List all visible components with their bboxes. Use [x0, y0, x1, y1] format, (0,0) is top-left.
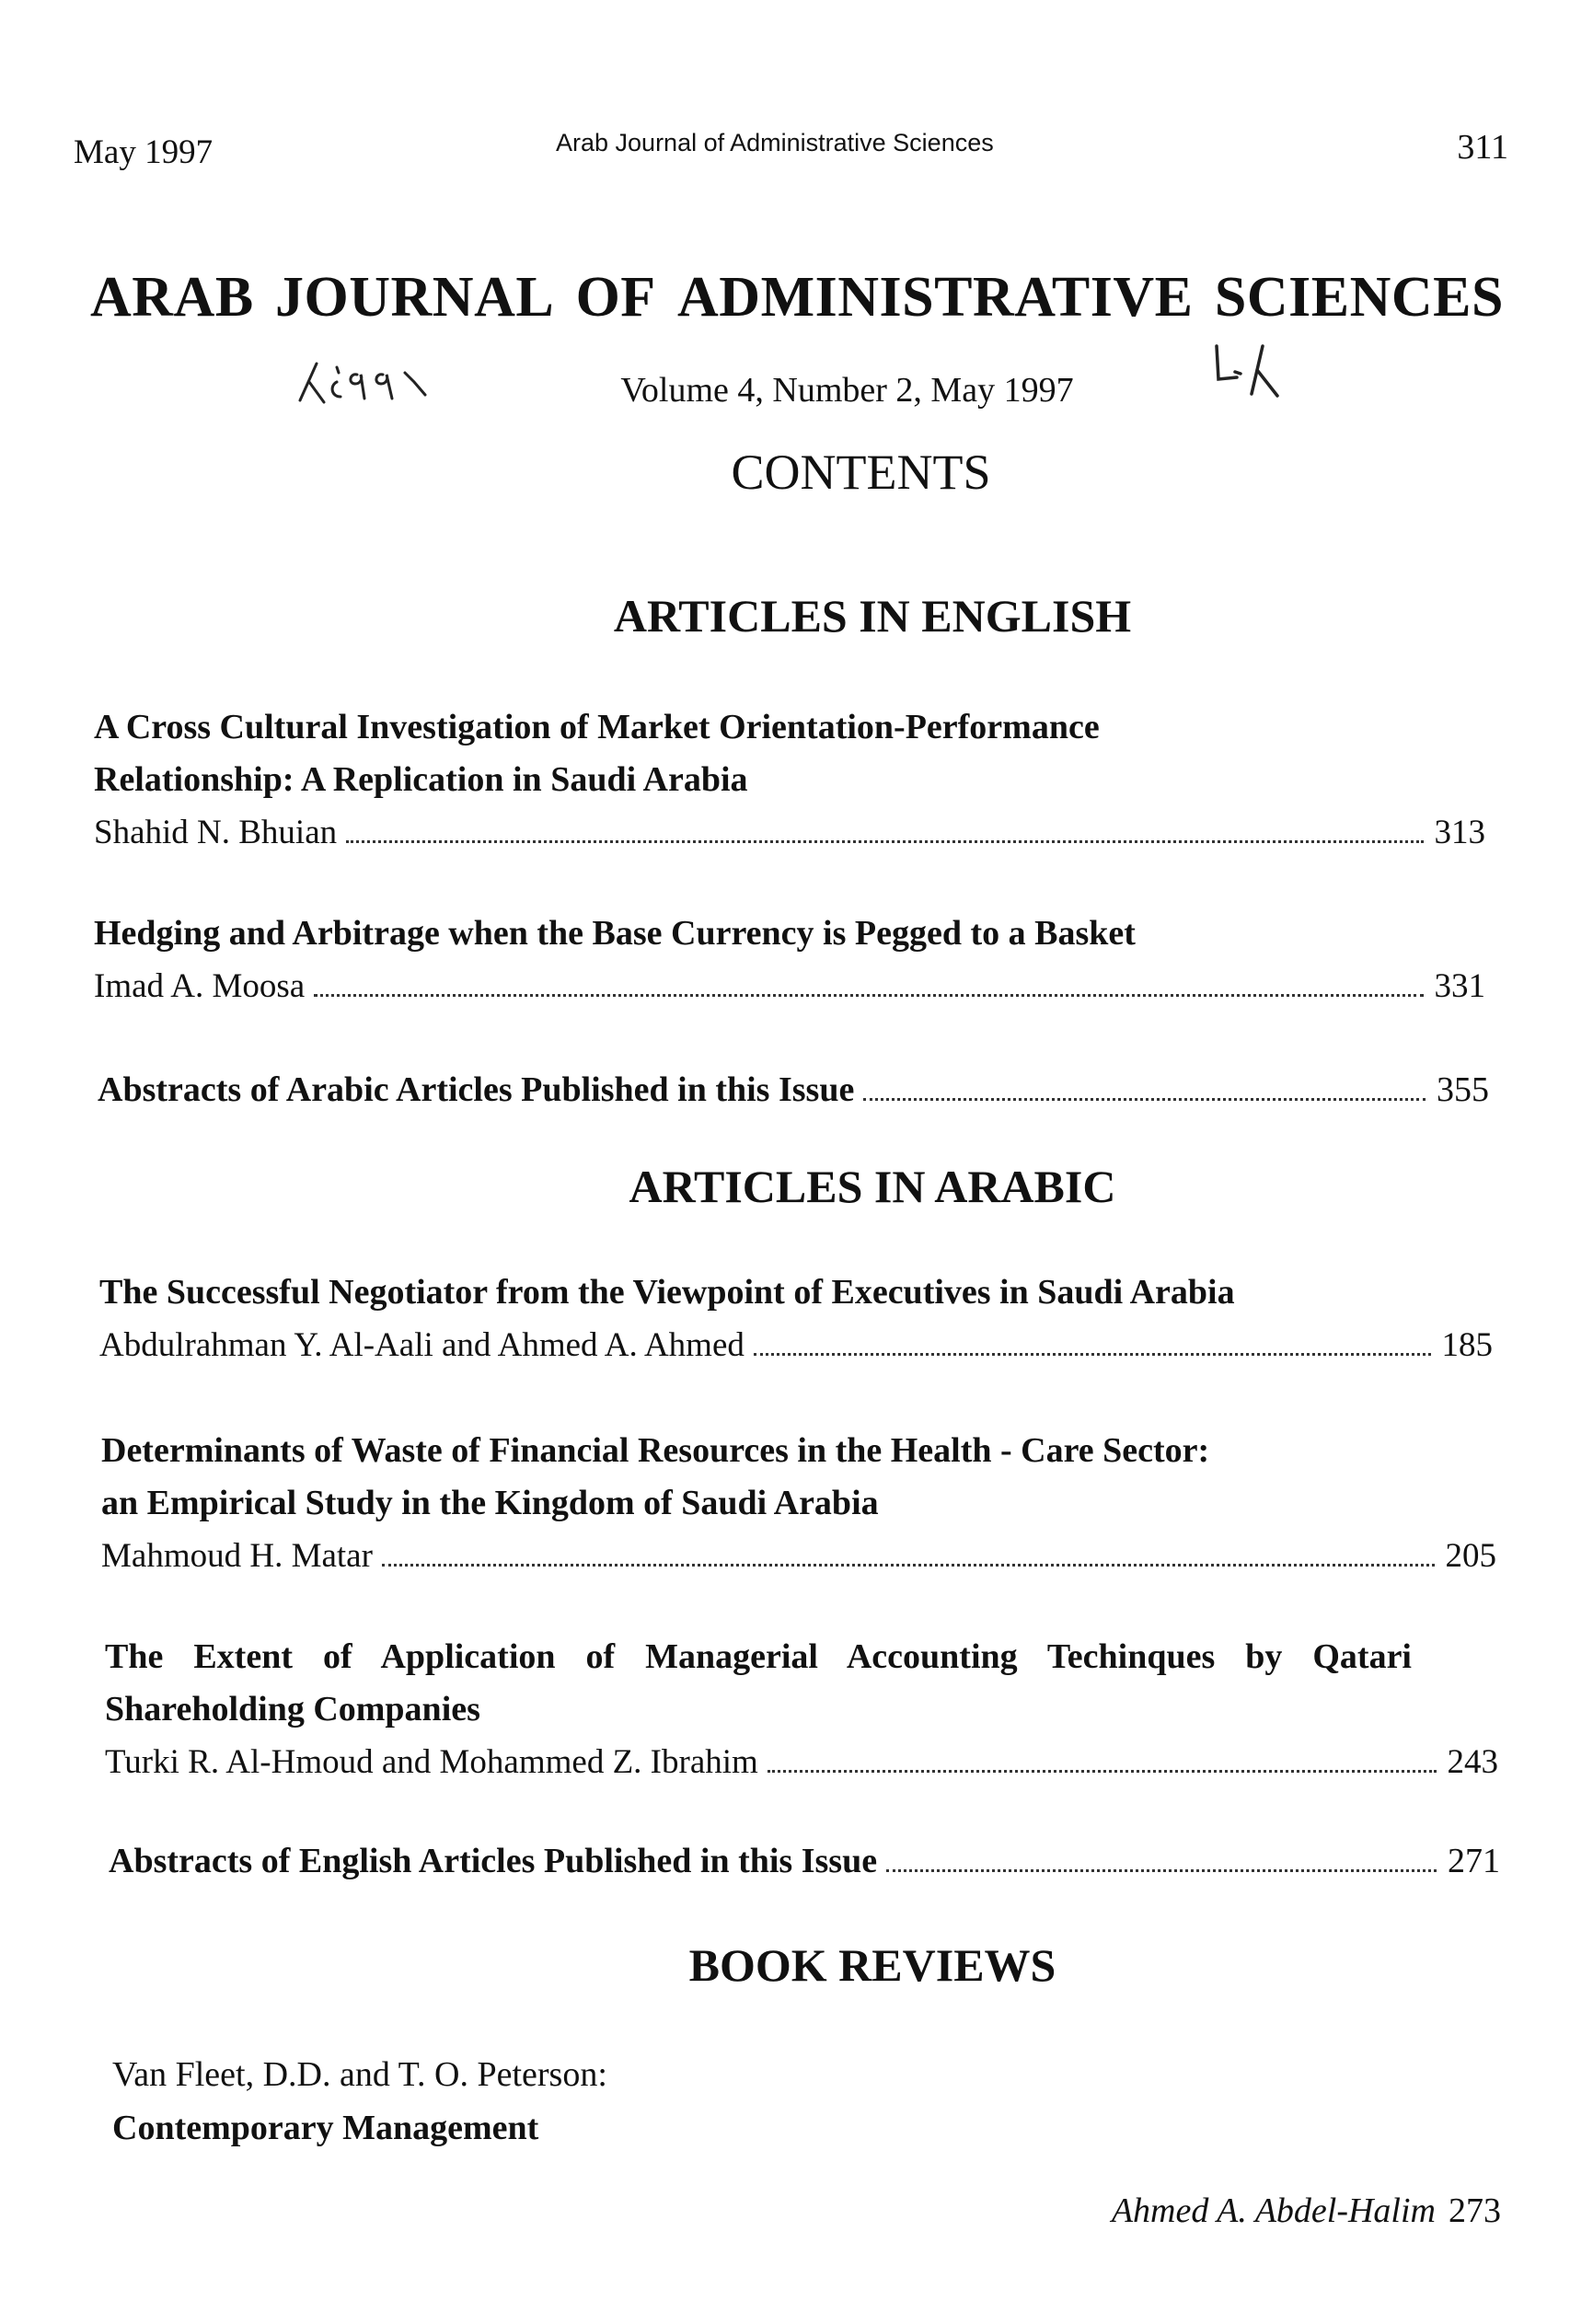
toc-entry-title: Determinants of Waste of Financial Resources in the Health - Care Sector: [101, 1431, 1210, 1470]
toc-entry[interactable] [105, 1631, 1498, 1788]
toc-entry-page: 185 [1441, 1326, 1493, 1364]
review-book-title[interactable]: Contemporary Management [112, 2109, 539, 2147]
dot-leader [754, 1353, 1431, 1356]
toc-entry-title: The Extent of Application of Managerial Accounting Techinques by Qatari [105, 1637, 1412, 1676]
toc-entry-author: Imad A. Moosa [94, 967, 306, 1005]
toc-entry-author: Mahmoud H. Matar [101, 1537, 373, 1575]
toc-entry-page: 331 [1434, 967, 1485, 1005]
reviewer-line [1112, 2191, 1501, 2231]
toc-entry-abstracts[interactable] [98, 1064, 1489, 1116]
journal-title-word: ADMINISTRATIVE [677, 266, 1194, 329]
toc-entry-row [109, 1835, 1500, 1888]
journal-title-word: ARAB [90, 266, 254, 329]
toc-entry[interactable] [99, 1266, 1493, 1371]
toc-entry-title: Abstracts of Arabic Articles Published in this Issue [98, 1070, 855, 1109]
journal-title-word: SCIENCES [1214, 266, 1504, 329]
dot-leader [314, 994, 1423, 997]
toc-entry-title: an Empirical Study in the Kingdom of Saudi Arabia [101, 1484, 879, 1522]
toc-entry[interactable] [101, 1425, 1496, 1582]
dot-leader [382, 1564, 1435, 1567]
toc-entry-title: A Cross Cultural Investigation of Market Orientation-Performance [94, 708, 1100, 746]
section-heading-english: ARTICLES IN ENGLISH [613, 590, 1132, 642]
toc-entry-page: 355 [1437, 1070, 1489, 1109]
issue-info [0, 370, 1593, 410]
toc-entry-title: Shareholding Companies [105, 1690, 480, 1729]
toc-entry-abstracts[interactable] [109, 1835, 1500, 1888]
running-header-date: May 1997 [74, 133, 214, 171]
toc-entry-title: Hedging and Arbitrage when the Base Currency is Pegged to a Basket [94, 914, 1136, 953]
review-book-authors: Van Fleet, D.D. and T. O. Peterson: [112, 2055, 607, 2094]
dot-leader [863, 1098, 1426, 1101]
review-page: 273 [1449, 2191, 1501, 2230]
toc-entry-page: 313 [1434, 814, 1485, 851]
section-heading-reviews: BOOK REVIEWS [688, 1939, 1056, 1991]
toc-entry-author-row [101, 1530, 1496, 1582]
toc-entry[interactable] [94, 701, 1485, 859]
contents-heading [0, 444, 1593, 501]
running-header-page: 311 [1457, 128, 1508, 167]
toc-entry-row [98, 1064, 1489, 1116]
toc-entry-page: 271 [1448, 1842, 1500, 1880]
toc-entry[interactable] [94, 908, 1485, 1012]
contents-text: CONTENTS [731, 445, 991, 500]
toc-entry-author: Shahid N. Bhuian [94, 814, 338, 851]
toc-entry-author-row [99, 1319, 1493, 1371]
journal-title-word: JOURNAL [275, 266, 555, 329]
toc-entry-title: Relationship: A Replication in Saudi Arabia [94, 760, 748, 799]
issue-text: Volume 4, Number 2, May 1997 [620, 371, 1074, 410]
journal-title [90, 265, 1504, 330]
toc-entry-title: Abstracts of English Articles Published in this Issue [109, 1842, 878, 1880]
dot-leader [346, 840, 1423, 843]
section-heading-arabic: ARTICLES IN ARABIC [629, 1161, 1116, 1212]
dot-leader [886, 1869, 1437, 1872]
dot-leader [768, 1770, 1437, 1773]
toc-entry-page: 243 [1447, 1743, 1498, 1781]
toc-entry-author-row [94, 806, 1485, 859]
toc-entry-author: Abdulrahman Y. Al-Aali and Ahmed A. Ahmed [99, 1326, 745, 1364]
toc-entry-author-row [105, 1736, 1498, 1788]
toc-entry-author-row [94, 960, 1485, 1012]
reviewer-name: Ahmed A. Abdel-Halim [1111, 2191, 1436, 2230]
running-header-title: Arab Journal of Administrative Sciences [556, 129, 994, 156]
toc-entry-page: 205 [1445, 1537, 1496, 1575]
toc-entry-title: The Successful Negotiator from the Viewpoint of Executives in Saudi Arabia [99, 1273, 1235, 1312]
journal-title-word: OF [575, 266, 656, 329]
toc-entry-author: Turki R. Al-Hmoud and Mohammed Z. Ibrahim [105, 1743, 758, 1781]
